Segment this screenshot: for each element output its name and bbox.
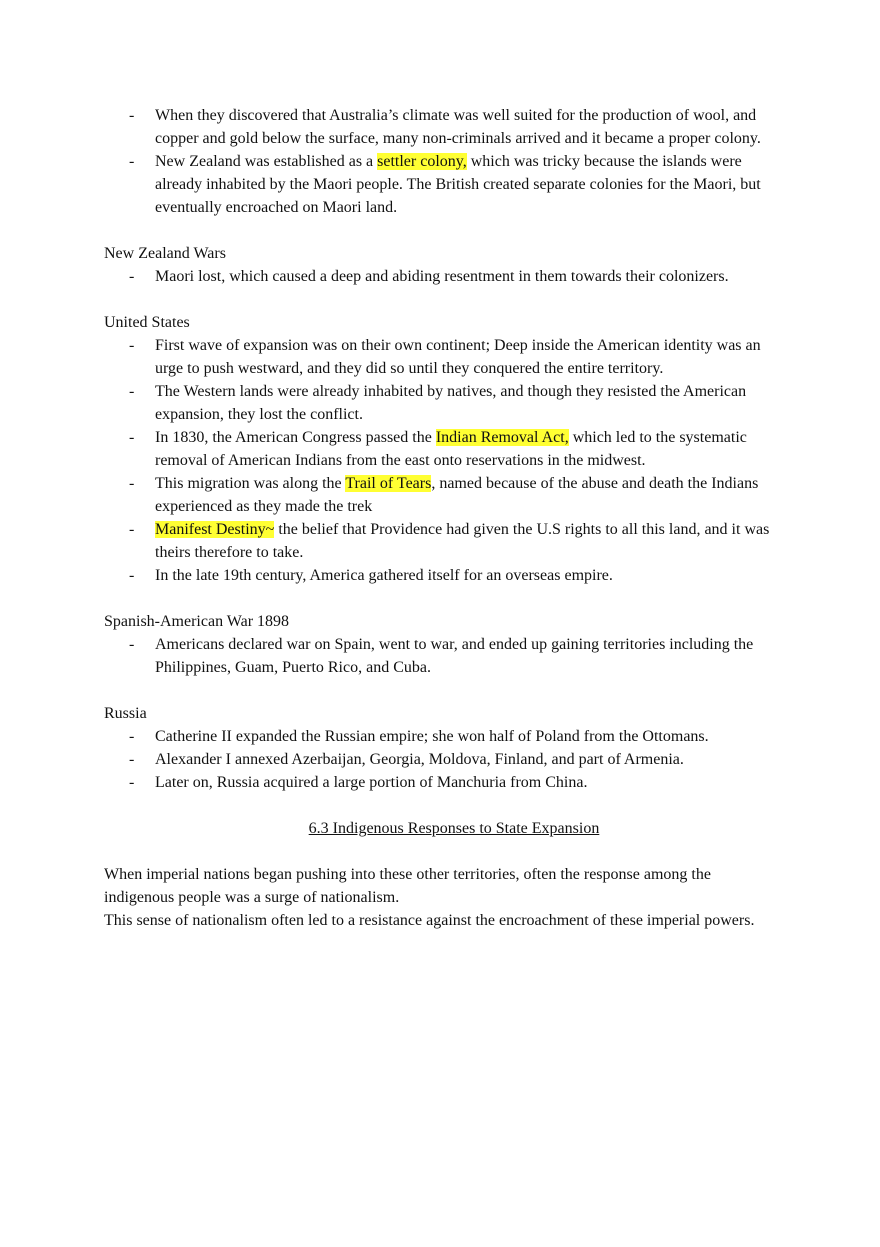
bullet-item	[104, 564, 784, 587]
highlighted-term: settler colony,	[377, 153, 467, 170]
highlighted-term: Trail of Tears	[345, 475, 432, 492]
nz-wars-bullet-list	[104, 265, 784, 288]
bullet-item	[104, 426, 784, 472]
spacer	[104, 679, 784, 702]
bullet-text: which was tricky because the islands were already inhabited by the Maori people. The British created separate colonies for the Maori, but eventually encroached on Maori land.	[155, 153, 761, 216]
bullet-dash: -	[129, 728, 135, 745]
bullet-item	[104, 518, 784, 564]
bullet-item	[104, 380, 784, 426]
bullet-text: This migration was along the	[155, 475, 346, 492]
bullet-text: , named because of the abuse and death the Indians experienced as they made the trek	[155, 475, 759, 515]
bullet-item	[104, 265, 784, 288]
bullet-dash: -	[129, 337, 135, 354]
bullet-text: First wave of expansion was on their own continent; Deep inside the American identity was an urge to push westward, and they did so until they conquered the entire territory.	[155, 337, 761, 377]
russia-bullet-list	[104, 725, 784, 794]
closing-paragraph-1: When imperial nations began pushing into these other territories, often the response among the indigenous people was a surge of nationalism.	[104, 866, 711, 906]
bullet-dash: -	[129, 567, 135, 584]
bullet-text: In the late 19th century, America gathered itself for an overseas empire.	[155, 567, 613, 584]
bullet-text: Catherine II expanded the Russian empire; she won half of Poland from the Ottomans.	[155, 728, 709, 745]
bullet-text: Alexander I annexed Azerbaijan, Georgia, Moldova, Finland, and part of Armenia.	[155, 751, 684, 768]
bullet-dash: -	[129, 268, 135, 285]
bullet-text: New Zealand was established as a	[155, 153, 378, 170]
highlighted-term: Indian Removal Act,	[435, 429, 569, 446]
bullet-dash: -	[129, 107, 135, 124]
bullet-item	[104, 334, 784, 380]
bullet-dash: -	[129, 521, 135, 538]
nz-wars-heading: New Zealand Wars	[104, 245, 226, 262]
bullet-dash: -	[129, 774, 135, 791]
spacer	[104, 288, 784, 311]
spacer	[104, 840, 784, 863]
bullet-text: the belief that Providence had given the U.S rights to all this land, and it was theirs therefore to take.	[155, 521, 770, 561]
bullet-text: In 1830, the American Congress passed the	[155, 429, 436, 446]
bullet-dash: -	[129, 429, 135, 446]
bullet-dash: -	[129, 383, 135, 400]
intro-bullet-list	[104, 104, 784, 219]
bullet-dash: -	[129, 636, 135, 653]
bullet-text: which led to the systematic removal of American Indians from the east onto reservations in the midwest.	[155, 429, 747, 469]
bullet-dash: -	[129, 475, 135, 492]
spacer	[104, 587, 784, 610]
bullet-text: Americans declared war on Spain, went to war, and ended up gaining territories including the Philippines, Guam, Puerto Rico, and Cuba.	[155, 636, 754, 676]
section-title: 6.3 Indigenous Responses to State Expansion	[308, 820, 600, 837]
document-page	[104, 104, 784, 932]
bullet-dash: -	[129, 751, 135, 768]
spacer	[104, 794, 784, 817]
bullet-item	[104, 748, 784, 771]
spanish-american-war-heading: Spanish-American War 1898	[104, 613, 290, 630]
bullet-text: When they discovered that Australia’s climate was well suited for the production of wool, and copper and gold below the surface, many non-criminals arrived and it became a proper colony.	[155, 107, 761, 147]
bullet-item	[104, 150, 784, 219]
closing-paragraph-2: This sense of nationalism often led to a resistance against the encroachment of these imperial powers.	[104, 912, 755, 929]
bullet-item	[104, 771, 784, 794]
bullet-item	[104, 472, 784, 518]
bullet-item	[104, 633, 784, 679]
bullet-text: The Western lands were already inhabited by natives, and though they resisted the American expansion, they lost the conflict.	[155, 383, 747, 423]
united-states-heading: United States	[104, 314, 190, 331]
spacer	[104, 219, 784, 242]
spanish-american-war-bullet-list	[104, 633, 784, 679]
bullet-text: Maori lost, which caused a deep and abiding resentment in them towards their colonizers.	[155, 268, 729, 285]
highlighted-term: Manifest Destiny~	[155, 521, 275, 538]
bullet-text: Later on, Russia acquired a large portion of Manchuria from China.	[155, 774, 588, 791]
bullet-item	[104, 104, 784, 150]
russia-heading: Russia	[104, 705, 147, 722]
bullet-dash: -	[129, 153, 135, 170]
united-states-bullet-list	[104, 334, 784, 587]
bullet-item	[104, 725, 784, 748]
